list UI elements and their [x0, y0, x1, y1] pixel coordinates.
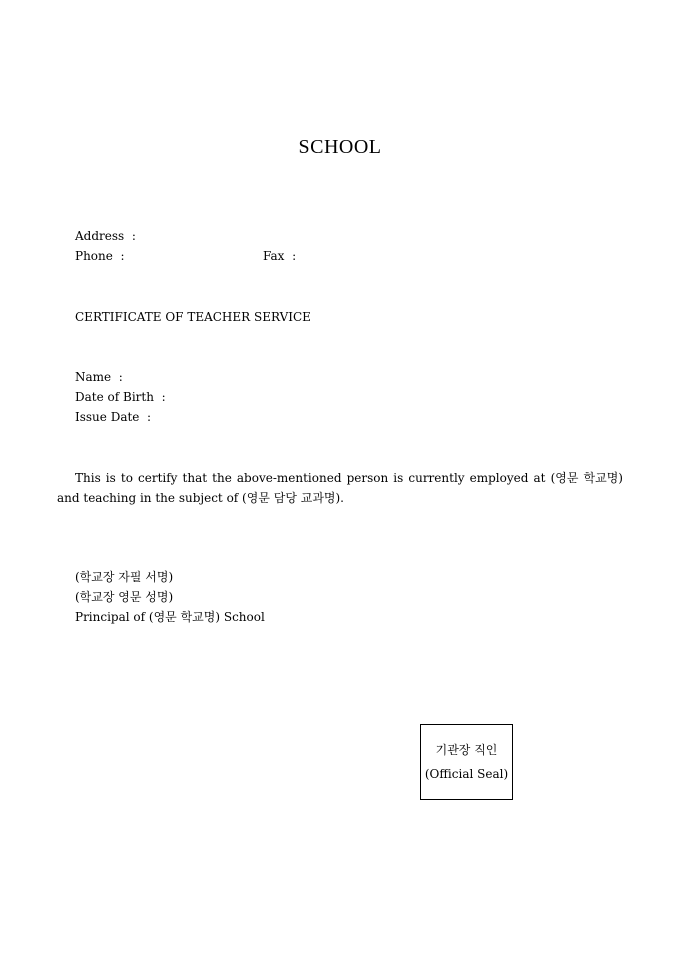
certification-paragraph — [57, 468, 623, 508]
date-of-birth-label: Date of Birth : — [75, 390, 166, 404]
certificate-heading: CERTIFICATE OF TEACHER SERVICE — [75, 310, 311, 324]
certification-line-1: This is to certify that the above-mentioned person is currently employed at (영문 학교명) — [75, 471, 623, 485]
principal-name: (학교장 영문 성명) — [75, 590, 174, 604]
seal-label-english: (Official Seal) — [424, 767, 509, 781]
address-label: Address : — [75, 229, 136, 243]
fax-label: Fax : — [263, 249, 297, 263]
official-seal-box — [420, 724, 513, 800]
phone-label: Phone : — [75, 249, 125, 263]
seal-label-korean: 기관장 직인 — [435, 743, 498, 757]
issue-date-label: Issue Date : — [75, 410, 152, 424]
certification-line-2: and teaching in the subject of (영문 담당 교과명). — [57, 491, 344, 505]
principal-title: Principal of (영문 학교명) School — [75, 610, 265, 624]
name-label: Name : — [75, 370, 123, 384]
principal-signature: (학교장 자필 서명) — [75, 570, 174, 584]
document-title: SCHOOL — [298, 136, 382, 158]
